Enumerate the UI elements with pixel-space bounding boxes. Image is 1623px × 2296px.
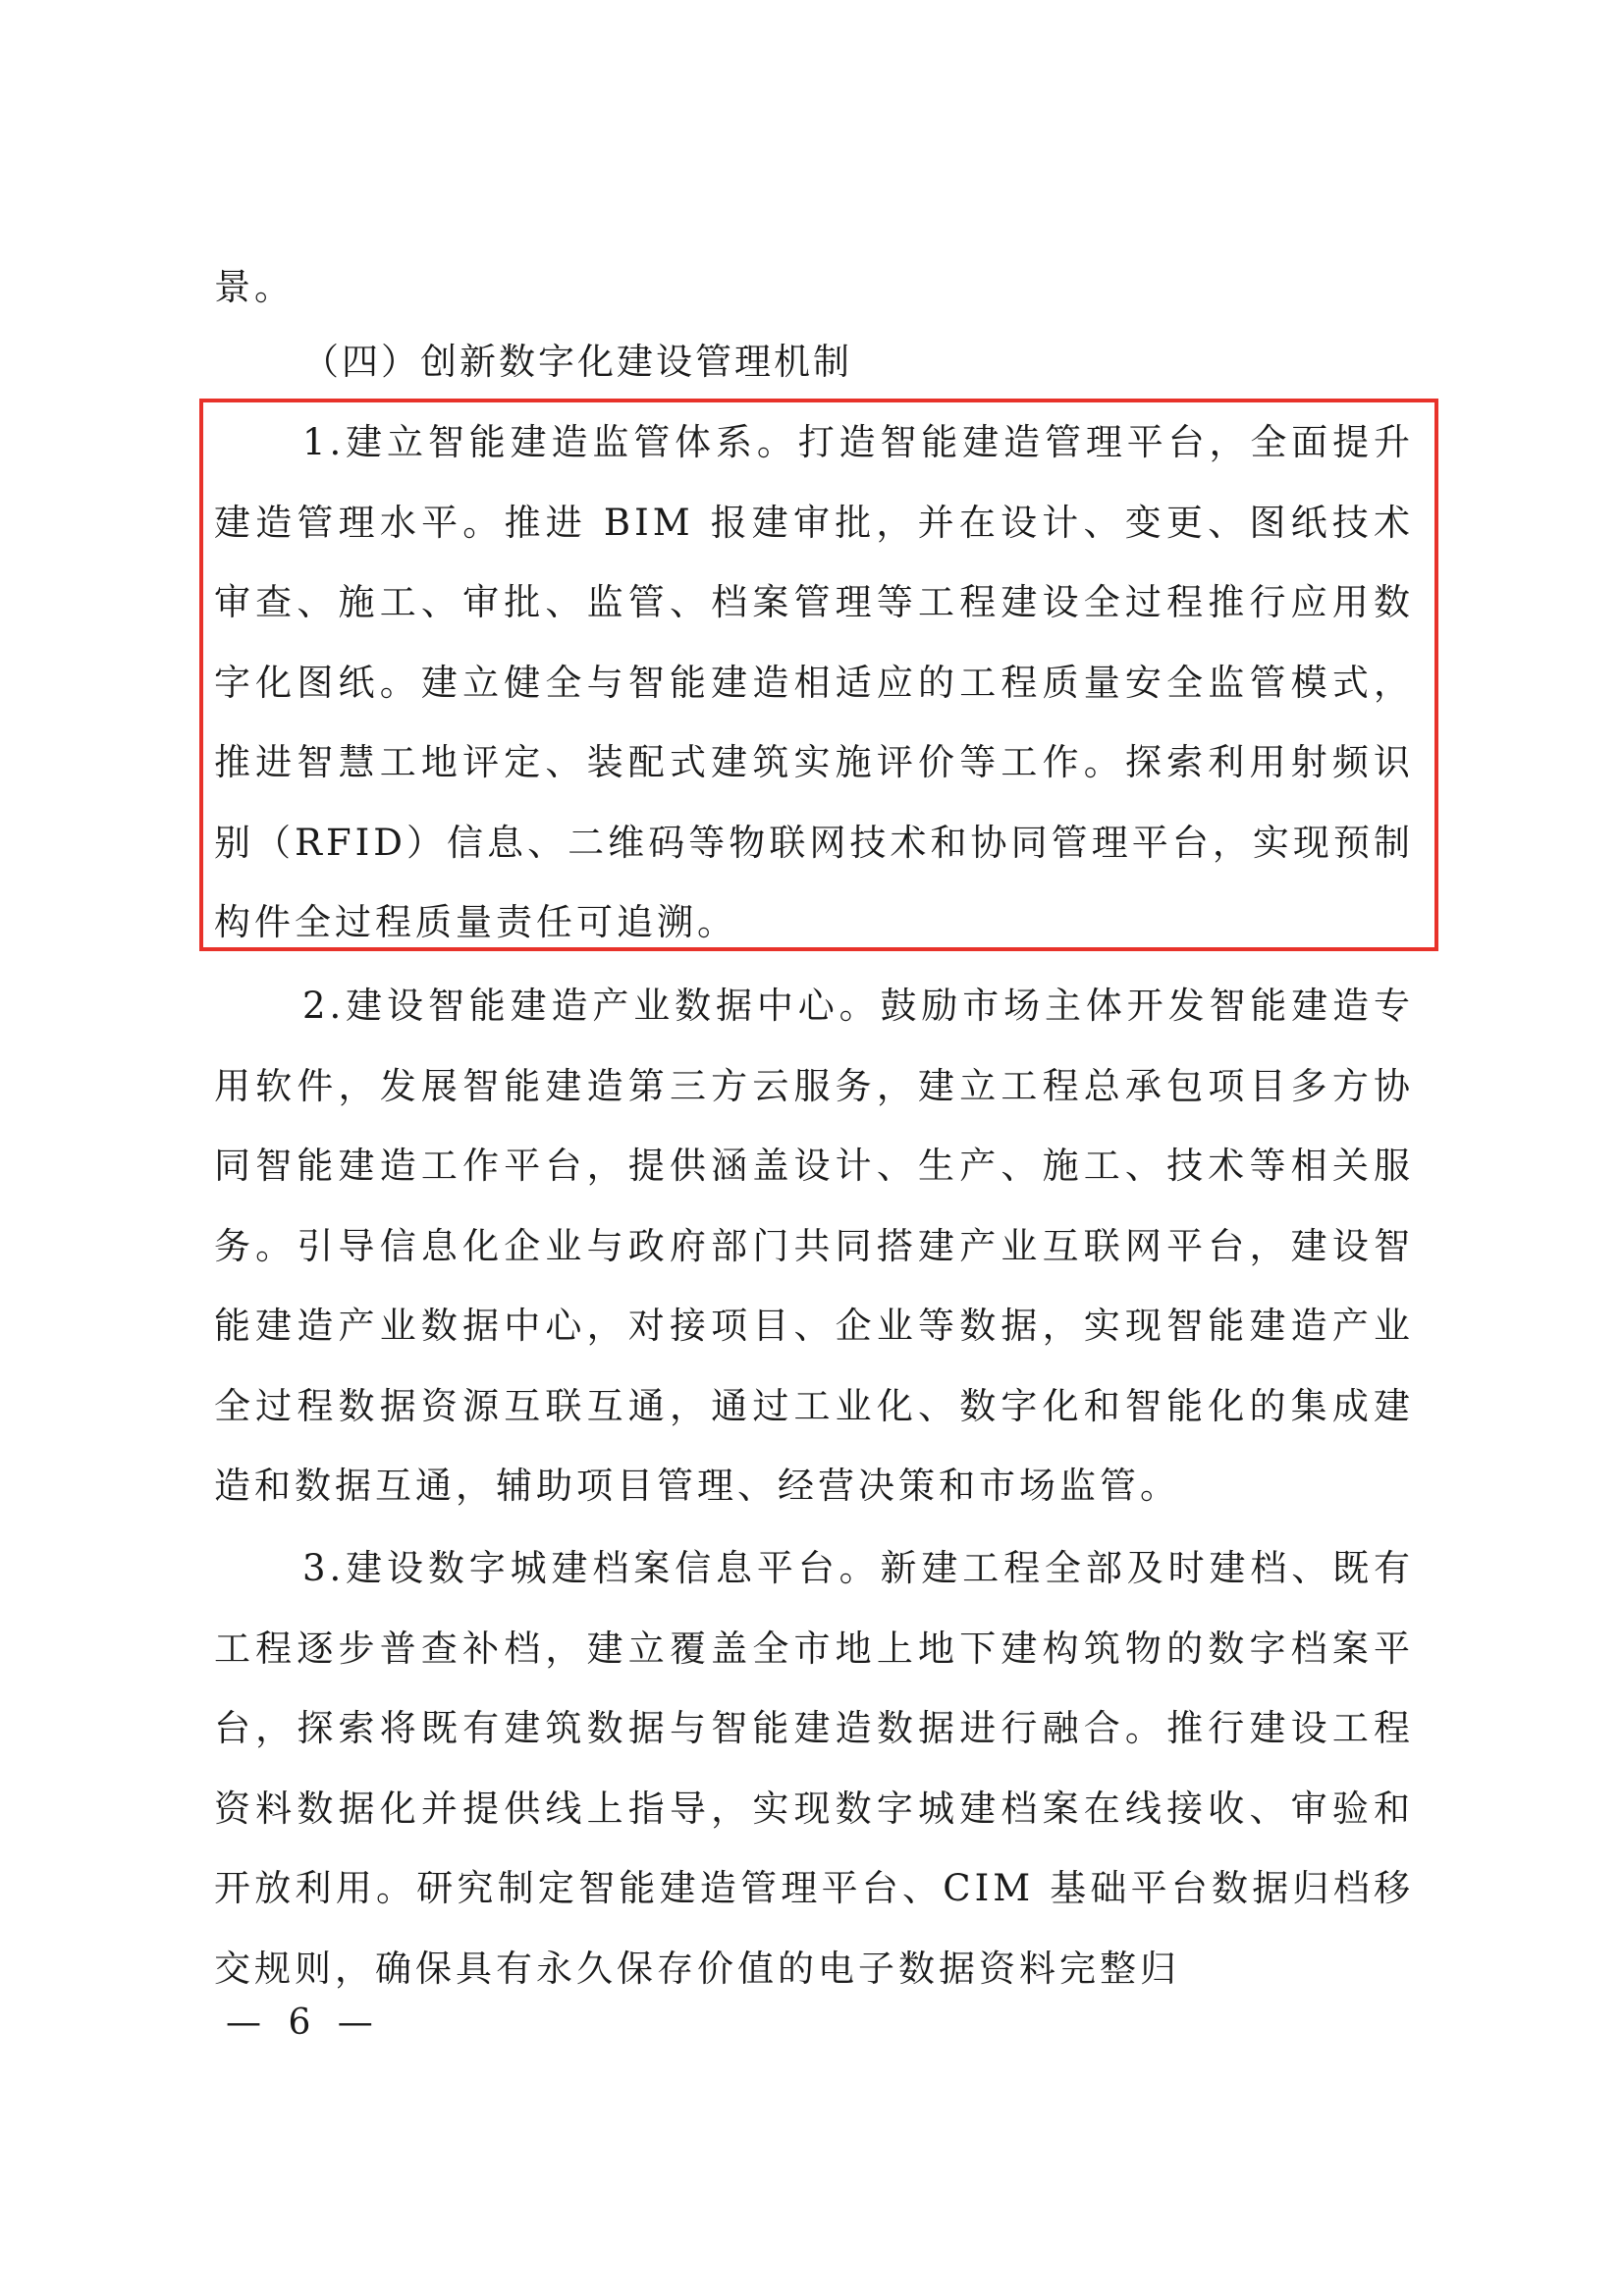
paragraph-1-highlighted: 1.建立智能建造监管体系。打造智能建造管理平台，全面提升建造管理水平。推进 BIM 报建审批，并在设计、变更、图纸技术审查、施工、审批、监管、档案管理等工程建设全过程推行应用数字化图纸。建立健全与智能建造相适应的工程质量安全监管模式，推进智慧工地评定、装配式建筑实施评价等工作。探索利用射频识别（RFID）信息、二维码等物联网技术和协同管理平台，实现预制构件全过程质量责任可追溯。 bbox=[214, 421, 1414, 943]
paragraph-2: 2.建设智能建造产业数据中心。鼓励市场主体开发智能建造专用软件，发展智能建造第三方云服务，建立工程总承包项目多方协同智能建造工作平台，提供涵盖设计、生产、施工、技术等相关服务。引导信息化企业与政府部门共同搭建产业互联网平台，建设智能建造产业数据中心，对接项目、企业等数据，实现智能建造产业全过程数据资源互联互通，通过工业化、数字化和智能化的集成建造和数据互通，辅助项目管理、经营决策和市场监管。 bbox=[214, 985, 1414, 1507]
carry-over-text: 景。 bbox=[214, 266, 295, 308]
page-number: — 6 — bbox=[226, 2002, 381, 2043]
section-heading: （四）创新数字化建设管理机制 bbox=[302, 341, 852, 383]
paragraph-3: 3.建设数字城建档案信息平台。新建工程全部及时建档、既有工程逐步普查补档，建立覆盖全市地上地下建构筑物的数字档案平台，探索将既有建筑数据与智能建造数据进行融合。推行建设工程资料数据化并提供线上指导，实现数字城建档案在线接收、审验和开放利用。研究制定智能建造管理平台、CIM 基础平台数据归档移交规则，确保具有永久保存价值的电子数据资料完整归 bbox=[214, 1547, 1414, 1990]
